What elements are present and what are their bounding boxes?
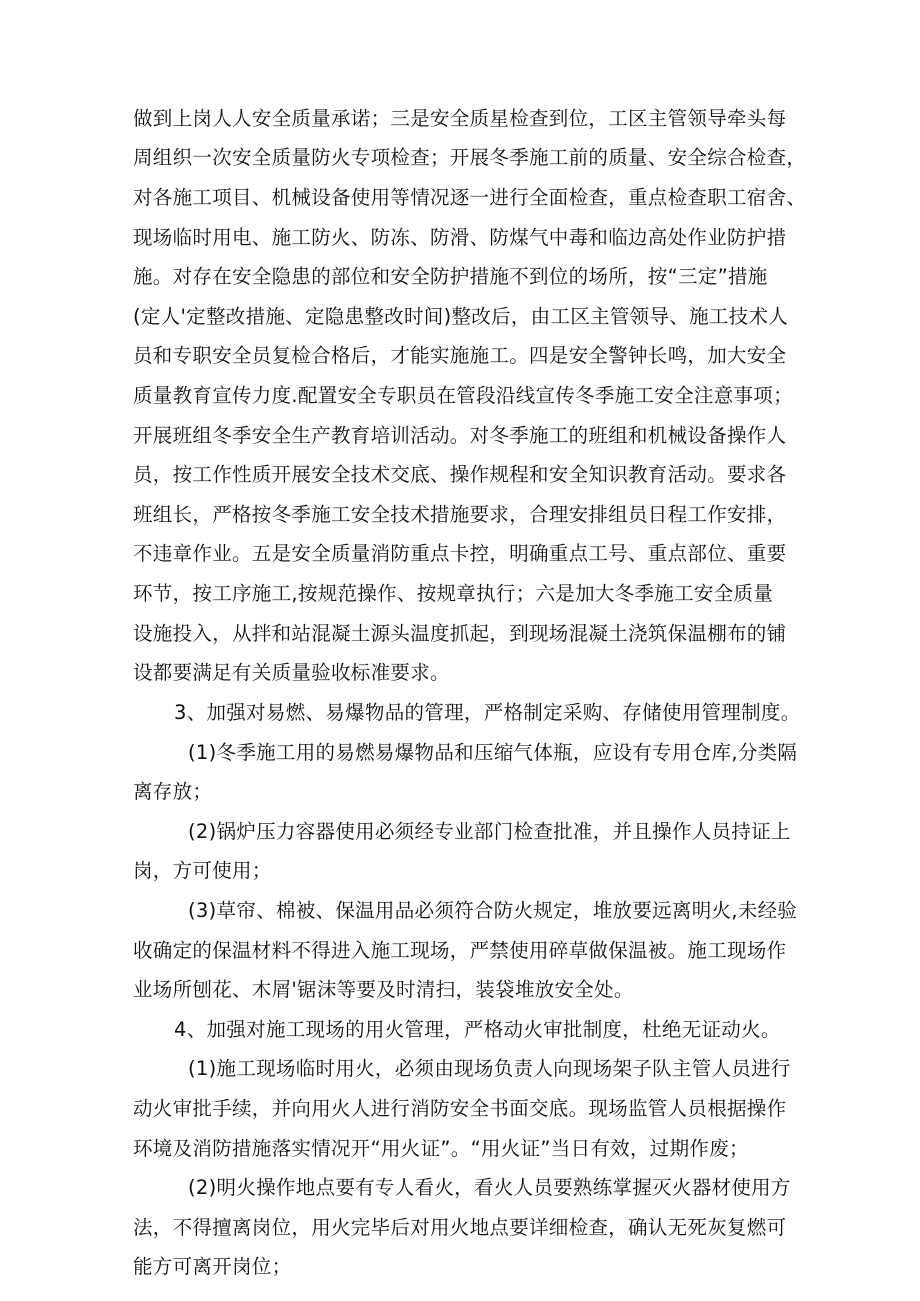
list-item-line: 离存放； (133, 780, 213, 803)
section-heading: 4、加强对施工现场的用火管理，严格动火审批制度，杜绝无证动火。 (174, 1018, 781, 1041)
paragraph-line: 设施投入，从拌和站混凝土源头温度抓起，到现场混凝土浇筑保温棚布的铺 (133, 622, 787, 645)
paragraph-line: 员，按工作性质开展安全技术交底、操作规程和安全知识教育活动。要求各 (133, 463, 787, 486)
paragraph-line: 周组织一次安全质量防火专项检查；开展冬季施工前的质量、安全综合检查， (133, 146, 807, 169)
paragraph-line: (定人'定整改措施、定隐患整改时间)整改后，由工区主管领导、施工技术人 (133, 305, 789, 328)
list-item-line: 收确定的保温材料不得进入施工现场，严禁使用碎草做保温被。施工现场作 (133, 939, 787, 962)
section-heading: 3、加强对易燃、易爆物品的管理，严格制定采购、存储使用管理制度。 (174, 701, 801, 724)
list-item-line: 法，不得擅离岗位，用火完毕后对用火地点要详细检查，确认无死灰复燃可 (133, 1216, 787, 1239)
list-item-line: (1)冬季施工用的易燃易爆物品和压缩气体瓶，应设有专用仓库,分类隔 (188, 741, 798, 764)
paragraph-line: 员和专职安全员复检合格后，才能实施施工。四是安全警钟长鸣，加大安全 (133, 344, 787, 367)
list-item-line: 动火审批手续，并向用火人进行消防安全书面交底。现场监管人员根据操作 (133, 1097, 787, 1120)
list-item-line: 能方可离开岗位； (133, 1255, 292, 1278)
list-item-line: (2)明火操作地点要有专人看火，看火人员要熟练掌握灭火器材使用方 (188, 1176, 791, 1199)
paragraph-line: 做到上岗人人安全质量承诺；三是安全质星检查到位，工区主管领导牵头每 (133, 107, 787, 130)
paragraph-line: 质量教育宣传力度.配置安全专职员在管段沿线宣传冬季施工安全注意事项； (133, 384, 793, 407)
list-item-line: 环境及消防措施落实情况开“用火证”。“用火证”当日有效，过期作废； (133, 1137, 749, 1160)
list-item-line: 业场所刨花、木屑'锯沫等要及时清扫，装袋堆放安全处。 (133, 978, 634, 1001)
paragraph-line: 现场临时用电、施工防火、防冻、防滑、防煤气中毒和临边高处作业防护措 (133, 226, 787, 249)
paragraph-line: 施。对存在安全隐患的部位和安全防护措施不到位的场所，按“三定”措施 (133, 265, 768, 288)
paragraph-line: 环节，按工序施工,按规范操作、按规章执行；六是加大冬季施工安全质量 (133, 582, 774, 605)
paragraph-line: 开展班组冬季安全生产教育培训活动。对冬季施工的班组和机械设备操作人 (133, 424, 787, 447)
list-item-line: (2)锅炉压力容器使用必须经专业部门检查批准，并且操作人员持证上 (188, 820, 791, 843)
paragraph-line: 班组长，严格按冬季施工安全技术措施要求，合理安排组员日程工作安排， (133, 503, 787, 526)
list-item-line: 岗，方可使用； (133, 859, 272, 882)
list-item-line: (3)草帘、棉被、保温用品必须符合防火规定，堆放要远离明火,未经验 (188, 899, 798, 922)
list-item-line: (1)施工现场临时用火，必须由现场负责人向现场架子队主管人员进行 (188, 1057, 791, 1080)
paragraph-line: 对各施工项目、机械设备使用等情况逐一进行全面检查，重点检查职工宿舍、 (133, 186, 807, 209)
paragraph-line: 设都要满足有关质量验收标准要求。 (133, 661, 450, 684)
paragraph-line: 不违章作业。五是安全质量消防重点卡控，明确重点工号、重点部位、重要 (133, 542, 787, 565)
